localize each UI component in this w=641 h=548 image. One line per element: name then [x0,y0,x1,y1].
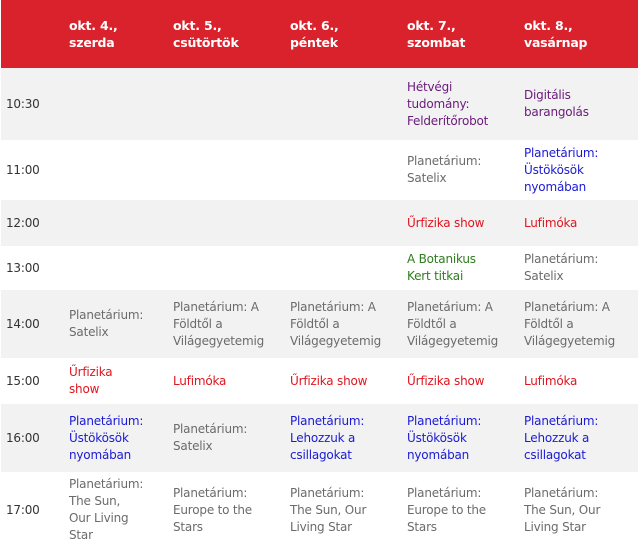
event-text: Planetárium: Üstökösök nyomában [524,145,599,194]
table-row [1,140,638,200]
time-cell: 15:00 [1,358,62,404]
event-cell [517,246,638,290]
table-row [1,68,638,140]
time-cell: 10:30 [1,68,62,140]
event-cell [400,200,517,246]
event-text: Planetárium: The Sun, Our Living Star [290,485,367,534]
event-text: Planetárium: The Sun, Our Living Star [69,477,144,542]
table-row [1,290,638,358]
day-date: okt. 6., [290,18,339,33]
event-text: Planetárium: Lehozzuk a csillagokat [524,413,599,462]
event-cell [62,246,166,290]
event-cell [400,290,517,358]
event-cell [517,358,638,404]
event-text: Planetárium: Satelix [524,252,599,283]
day-weekday: csütörtök [173,35,239,50]
event-cell [283,358,400,404]
event-cell [400,140,517,200]
event-text: Űrfizika show [407,373,485,388]
day-date: okt. 5., [173,18,222,33]
event-cell [283,472,400,548]
event-text: Planetárium: A Földtől a Világegyetemig [407,299,498,348]
event-cell [283,200,400,246]
day-weekday: vasárnap [524,35,588,50]
event-cell [166,68,283,140]
event-cell [166,404,283,472]
event-cell [62,200,166,246]
event-text: Lufimóka [173,373,227,388]
event-cell [166,140,283,200]
event-text: Digitális barangolás [524,88,589,119]
day-date: okt. 8., [524,18,573,33]
event-cell [62,68,166,140]
table-row [1,472,638,548]
table-row [1,200,638,246]
time-cell: 13:00 [1,246,62,290]
event-text: Űrfizika show [407,215,485,230]
table-row [1,404,638,472]
event-cell [166,358,283,404]
event-text: Lufimóka [524,373,578,388]
event-text: Planetárium: Satelix [173,422,248,453]
header-row [1,0,638,68]
event-cell [517,404,638,472]
event-cell [166,200,283,246]
event-cell [400,246,517,290]
event-cell [283,246,400,290]
day-date: okt. 7., [407,18,456,33]
event-text: Planetárium: Satelix [407,154,482,185]
event-cell [517,140,638,200]
event-text: Űrfizika show [69,365,113,396]
table-row [1,358,638,404]
event-cell [517,290,638,358]
time-cell: 16:00 [1,404,62,472]
event-text: Planetárium: A Földtől a Világegyetemig [290,299,381,348]
event-text: A Botanikus Kert titkai [407,252,476,283]
day-date: okt. 4., [69,18,118,33]
event-cell [283,68,400,140]
time-cell: 17:00 [1,472,62,548]
event-cell [517,472,638,548]
event-cell [62,404,166,472]
event-text: Planetárium: A Földtől a Világegyetemig [524,299,615,348]
event-text: Planetárium: The Sun, Our Living Star [524,485,601,534]
event-text: Planetárium: Satelix [69,308,144,339]
day-header [283,0,400,68]
day-header [400,0,517,68]
event-cell [283,140,400,200]
day-weekday: péntek [290,35,338,50]
event-cell [166,246,283,290]
time-cell: 12:00 [1,200,62,246]
time-cell: 11:00 [1,140,62,200]
time-cell: 14:00 [1,290,62,358]
event-cell [400,404,517,472]
event-text: Űrfizika show [290,373,368,388]
event-text: Planetárium: Lehozzuk a csillagokat [290,413,365,462]
event-cell [283,404,400,472]
event-text: Lufimóka [524,215,578,230]
event-cell [62,472,166,548]
day-header [517,0,638,68]
event-cell [400,358,517,404]
event-cell [166,290,283,358]
event-text: Hétvégi tudomány: Felderítőrobot [407,79,489,128]
day-header [62,0,166,68]
day-header [166,0,283,68]
day-weekday: szerda [69,35,115,50]
table-row [1,246,638,290]
header-corner [1,0,62,68]
event-text: Planetárium: A Földtől a Világegyetemig [173,299,264,348]
event-cell [517,68,638,140]
event-text: Planetárium: Üstökösök nyomában [69,413,144,462]
day-weekday: szombat [407,35,466,50]
event-cell [62,290,166,358]
event-cell [166,472,283,548]
event-cell [517,200,638,246]
event-cell [283,290,400,358]
event-text: Planetárium: Üstökösök nyomában [407,413,482,462]
event-cell [62,140,166,200]
schedule-table [1,0,638,548]
event-text: Planetárium: Europe to the Stars [407,485,486,534]
event-cell [400,472,517,548]
event-cell [400,68,517,140]
event-text: Planetárium: Europe to the Stars [173,485,252,534]
event-cell [62,358,166,404]
